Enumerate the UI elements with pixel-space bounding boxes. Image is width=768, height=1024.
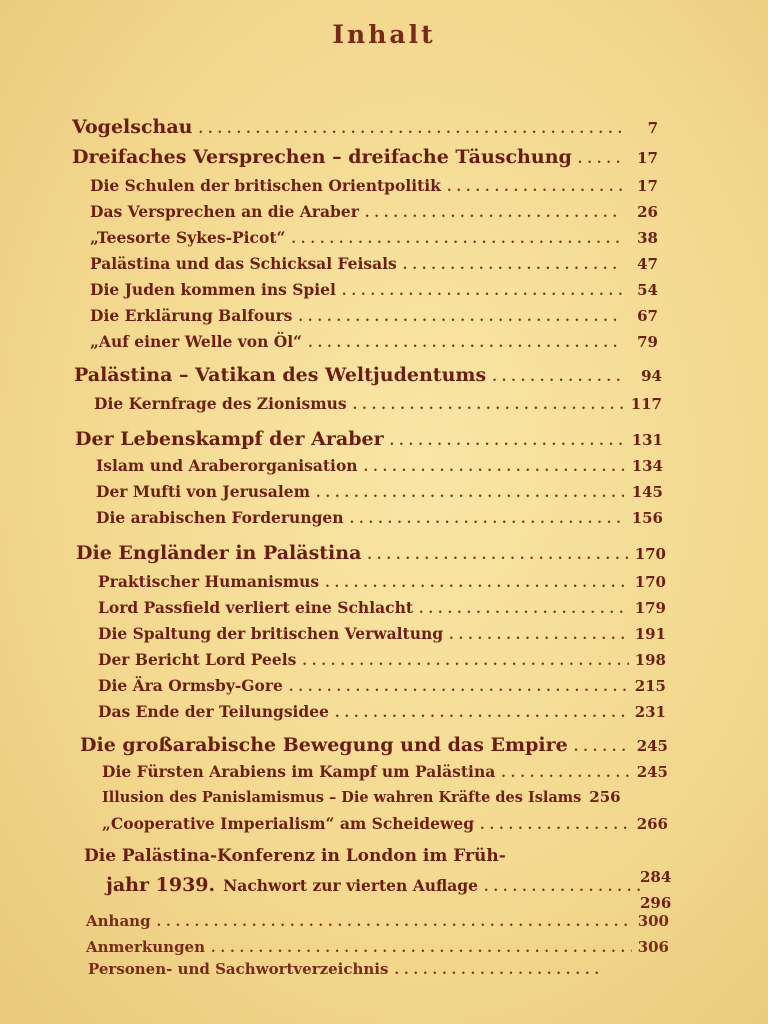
toc-entry: Praktischer Humanismus ..... 170: [98, 572, 666, 591]
toc-entry-grossarabische-bewegung: Die großarabische Bewegung und das Empire ..... 245: [80, 734, 668, 756]
toc-entry: Die Fürsten Arabiens im Kampf um Palästina ..... 245: [102, 762, 668, 781]
toc-entry-dreifaches-versprechen: Dreifaches Versprechen – dreifache Täuschung ..... 17: [72, 146, 658, 168]
toc-entry-konferenz-line1: Die Palästina-Konferenz in London im Früh-: [84, 846, 506, 866]
toc-entry: Lord Passfield verliert eine Schlacht ..... 179: [98, 598, 666, 617]
toc-entry: Die Juden kommen ins Spiel ..... 54: [90, 280, 658, 299]
toc-entry: „Teesorte Sykes-Picot“ ..... 38: [90, 228, 658, 247]
toc-entry: „Cooperative Imperialism“ am Scheideweg ..... 266: [102, 814, 668, 833]
toc-entry-vogelschau: Vogelschau ..... 7: [72, 116, 658, 138]
toc-entry-englaender: Die Engländer in Palästina ..... 170: [76, 542, 666, 564]
toc-entry-konferenz-line2: jahr 1939. Nachwort zur vierten Auflage .....: [106, 874, 646, 896]
toc-entry: Der Bericht Lord Peels ..... 198: [98, 650, 666, 669]
page-title: Inhalt: [332, 20, 436, 49]
toc-entry: Die Kernfrage des Zionismus ..... 117: [94, 394, 662, 413]
toc-entry-vatikan: Palästina – Vatikan des Weltjudentums ..... 94: [74, 364, 662, 386]
toc-entry-verzeichnis: Personen- und Sachwortverzeichnis .....: [88, 960, 634, 978]
toc-entry-anmerkungen: Anmerkungen ..... 306: [86, 938, 669, 956]
toc-entry: Illusion des Panislamismus – Die wahren Kräfte des Islams 256: [102, 788, 621, 806]
toc-entry: Islam und Araberorganisation ..... 134: [96, 456, 663, 475]
toc-entry: „Auf einer Welle von Öl“ ..... 79: [90, 332, 658, 351]
toc-entry: Das Versprechen an die Araber ..... 26: [90, 202, 658, 221]
toc-entry: Das Ende der Teilungsidee ..... 231: [98, 702, 666, 721]
toc-page-number: 284: [640, 868, 672, 886]
toc-entry: Die arabischen Forderungen ..... 156: [96, 508, 663, 527]
toc-entry: Palästina und das Schicksal Feisals ..... 47: [90, 254, 658, 273]
toc-entry: Die Schulen der britischen Orientpolitik ..... 17: [90, 176, 658, 195]
toc-entry-anhang: Anhang ..... 300: [86, 912, 669, 930]
toc-entry: Der Mufti von Jerusalem ..... 145: [96, 482, 663, 501]
toc-page-number: 296: [640, 894, 672, 912]
toc-entry: Die Ära Ormsby-Gore ..... 215: [98, 676, 666, 695]
toc-entry: Die Erklärung Balfours ..... 67: [90, 306, 658, 325]
toc-entry: Die Spaltung der britischen Verwaltung ..... 191: [98, 624, 666, 643]
toc-entry-lebenskampf: Der Lebenskampf der Araber ..... 131: [75, 428, 663, 450]
